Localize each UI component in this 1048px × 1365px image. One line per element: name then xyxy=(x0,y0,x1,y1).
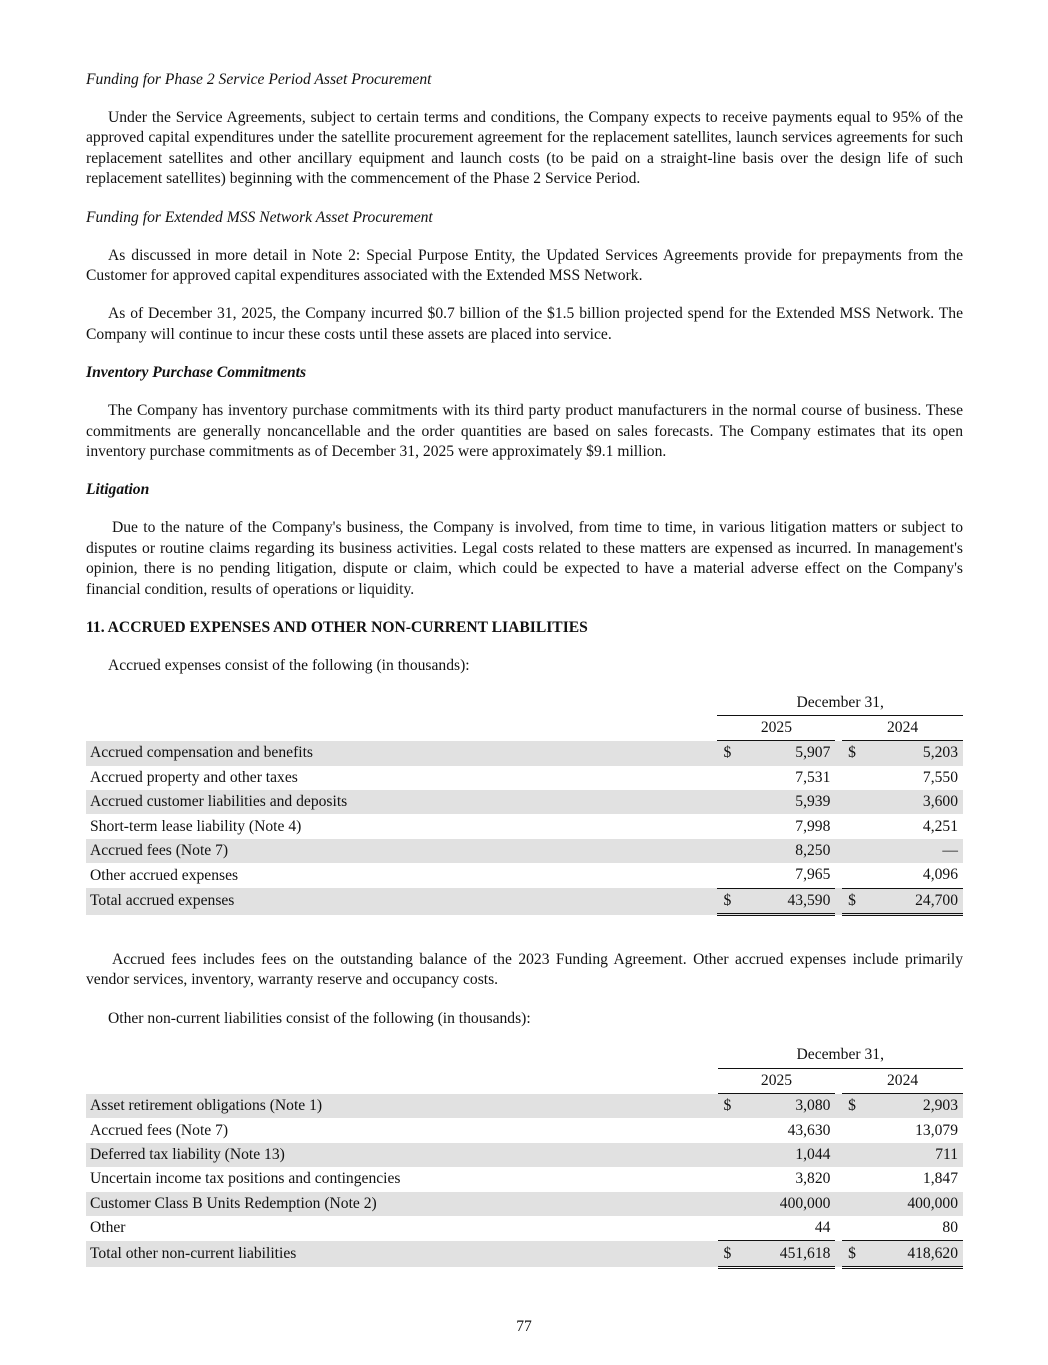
currency-symbol xyxy=(842,1216,868,1241)
row-label: Other xyxy=(90,1219,126,1237)
litigation-heading: Litigation xyxy=(86,481,150,499)
currency-symbol xyxy=(717,766,743,790)
table-row xyxy=(86,1216,963,1241)
accrued-intro: Accrued expenses consist of the following (in thousands): xyxy=(108,657,470,675)
row-label: Total other non-current liabilities xyxy=(86,1241,718,1267)
column-gap xyxy=(835,888,842,914)
value-2025: 400,000 xyxy=(743,1192,835,1216)
value-2024: 711 xyxy=(868,1143,963,1167)
row-label: Accrued fees (Note 7) xyxy=(90,1121,229,1139)
table-row xyxy=(86,1192,963,1216)
value-2025: 3,820 xyxy=(795,1170,831,1188)
total-row xyxy=(86,1241,963,1267)
currency-symbol: $ xyxy=(842,1094,868,1119)
value-2025: 8,250 xyxy=(743,839,835,863)
column-gap xyxy=(835,1167,842,1191)
row-label: Deferred tax liability (Note 13) xyxy=(86,1143,718,1167)
column-gap xyxy=(835,1192,842,1216)
column-gap xyxy=(835,814,842,838)
value-2025: 7,965 xyxy=(795,866,831,884)
total-row xyxy=(86,888,963,914)
table-row xyxy=(86,839,963,863)
page-number: 77 xyxy=(516,1318,532,1335)
value-2024: 418,620 xyxy=(868,1241,963,1267)
currency-symbol xyxy=(842,814,868,838)
table-row xyxy=(86,741,963,766)
row-label: Customer Class B Units Redemption (Note 2) xyxy=(86,1192,718,1216)
row-label: Uncertain income tax positions and contingencies xyxy=(90,1170,401,1188)
value-2024: 400,000 xyxy=(868,1192,963,1216)
table-header-row xyxy=(86,1043,963,1068)
column-gap xyxy=(835,790,842,814)
value-2024: 3,600 xyxy=(868,790,963,814)
value-2025: 7,531 xyxy=(795,768,831,786)
column-gap xyxy=(835,1241,842,1267)
noncurrent-liabilities-table xyxy=(86,1043,963,1269)
column-gap xyxy=(835,1118,842,1142)
value-2025: 3,080 xyxy=(743,1094,835,1119)
row-label: Accrued compensation and benefits xyxy=(86,741,717,766)
currency-symbol: $ xyxy=(842,888,868,914)
row-label: Accrued customer liabilities and deposits xyxy=(86,790,717,814)
header-december: December 31, xyxy=(718,1043,963,1068)
header-year-2025: 2025 xyxy=(718,1068,836,1093)
column-gap xyxy=(835,863,842,888)
inventory-paragraph: The Company has inventory purchase commitments with its third party product manufacturers in the normal course of business. These commitments are generally noncancellable and the order quantities are based on sales forecasts. The Company estimates that its open inventory purchase commitments as of December 31, 2025 were approximately $9.1 million. xyxy=(86,402,963,461)
currency-symbol: $ xyxy=(842,1241,868,1267)
currency-symbol xyxy=(842,863,868,888)
row-label: Short-term lease liability (Note 4) xyxy=(90,817,302,835)
value-2024: 2,903 xyxy=(868,1094,963,1119)
currency-symbol xyxy=(718,1118,744,1142)
table-row xyxy=(86,790,963,814)
currency-symbol xyxy=(717,839,743,863)
table-row xyxy=(86,1118,963,1142)
currency-symbol: $ xyxy=(717,741,743,766)
value-2025: 43,630 xyxy=(787,1121,831,1139)
value-2025: 1,044 xyxy=(743,1143,835,1167)
phase2-heading: Funding for Phase 2 Service Period Asset Procurement xyxy=(86,71,432,88)
currency-symbol xyxy=(717,814,743,838)
column-gap xyxy=(835,1094,842,1119)
value-2024: 24,700 xyxy=(868,888,963,914)
value-2024: 80 xyxy=(942,1219,958,1237)
row-label: Accrued fees (Note 7) xyxy=(86,839,717,863)
currency-symbol: $ xyxy=(717,888,743,914)
currency-symbol xyxy=(842,1192,868,1216)
currency-symbol xyxy=(718,1192,744,1216)
row-label: Accrued property and other taxes xyxy=(90,768,298,786)
column-gap xyxy=(835,766,842,790)
table-row xyxy=(86,814,963,838)
currency-symbol xyxy=(842,766,868,790)
currency-symbol xyxy=(842,1118,868,1142)
currency-symbol: $ xyxy=(718,1094,744,1119)
table-row xyxy=(86,1094,963,1119)
inventory-heading: Inventory Purchase Commitments xyxy=(86,364,307,382)
value-2024: 13,079 xyxy=(915,1121,958,1139)
litigation-paragraph: Due to the nature of the Company's business, the Company is involved, from time to time, in various litigation matters or subject to disputes or routine claims regarding its business activities. Legal costs related to these matters are expensed as incurred. In management's opinion, there is no pending litigation, dispute or claim, which could be expected to have a material adverse effect on the Company's financial condition, results of operations or liquidity. xyxy=(86,519,963,598)
note11-heading: 11. ACCRUED EXPENSES AND OTHER NON-CURRENT LIABILITIES xyxy=(86,619,588,637)
extended-paragraph-2: As of December 31, 2025, the Company incurred $0.7 billion of the $1.5 billion projected spend for the Extended MSS Network. The Company will continue to incur these costs until these assets are placed into service. xyxy=(86,305,963,343)
header-year-2024: 2024 xyxy=(842,715,963,740)
header-year-2024: 2024 xyxy=(842,1068,963,1093)
header-december: December 31, xyxy=(717,691,963,716)
extended-heading: Funding for Extended MSS Network Asset Procurement xyxy=(86,208,433,226)
column-gap xyxy=(835,741,842,766)
currency-symbol xyxy=(842,790,868,814)
accrued-expenses-table xyxy=(86,691,963,917)
currency-symbol xyxy=(717,863,743,888)
value-2025: 5,907 xyxy=(743,741,835,766)
noncurrent-intro: Other non-current liabilities consist of the following (in thousands): xyxy=(108,1009,531,1027)
table-years-row xyxy=(86,715,963,740)
table-header-row xyxy=(86,691,963,716)
currency-symbol xyxy=(718,1167,744,1191)
value-2025: 43,590 xyxy=(743,888,835,914)
currency-symbol xyxy=(842,839,868,863)
currency-symbol xyxy=(718,1216,744,1241)
extended-paragraph-1: As discussed in more detail in Note 2: Special Purpose Entity, the Updated Services Agreements provide for prepayments from the Customer for approved capital expenditures associated with the Extended MSS Network. xyxy=(86,246,963,285)
column-gap xyxy=(835,1143,842,1167)
value-2024: 5,203 xyxy=(868,741,963,766)
row-label: Asset retirement obligations (Note 1) xyxy=(86,1094,718,1119)
currency-symbol xyxy=(842,1143,868,1167)
table-years-row xyxy=(86,1068,963,1093)
value-2024: 7,550 xyxy=(922,768,958,786)
row-label: Total accrued expenses xyxy=(86,888,717,914)
phase2-paragraph: Under the Service Agreements, subject to certain terms and conditions, the Company expects to receive payments equal to 95% of the approved capital expenditures under the satellite procurement agreement for the replacement satellites, launch services agreements for such replacement satellites and other ancillary equipment and launch costs (to be paid on a straight-line basis over the design life of such replacement satellites) beginning with the commencement of the Phase 2 Service Period. xyxy=(86,109,963,188)
document-page xyxy=(86,70,963,1269)
value-2024: 4,251 xyxy=(922,817,958,835)
currency-symbol: $ xyxy=(718,1241,744,1267)
currency-symbol xyxy=(842,1167,868,1191)
currency-symbol xyxy=(718,1143,744,1167)
value-2025: 7,998 xyxy=(795,817,831,835)
column-gap xyxy=(835,839,842,863)
value-2024: 4,096 xyxy=(922,866,958,884)
table-row xyxy=(86,1143,963,1167)
row-label: Other accrued expenses xyxy=(90,866,239,884)
table-row xyxy=(86,863,963,888)
value-2025: 5,939 xyxy=(743,790,835,814)
value-2025: 44 xyxy=(814,1219,831,1237)
table-row xyxy=(86,1167,963,1191)
header-year-2025: 2025 xyxy=(717,715,835,740)
value-2024: — xyxy=(868,839,963,863)
table-row xyxy=(86,766,963,790)
accrued-note: Accrued fees includes fees on the outstanding balance of the 2023 Funding Agreement. Other accrued expenses include primarily vendor services, inventory, warranty reserve and occupancy costs. xyxy=(86,951,963,989)
currency-symbol xyxy=(717,790,743,814)
currency-symbol: $ xyxy=(842,741,868,766)
value-2025: 451,618 xyxy=(743,1241,835,1267)
column-gap xyxy=(835,1216,842,1241)
value-2024: 1,847 xyxy=(922,1170,958,1188)
